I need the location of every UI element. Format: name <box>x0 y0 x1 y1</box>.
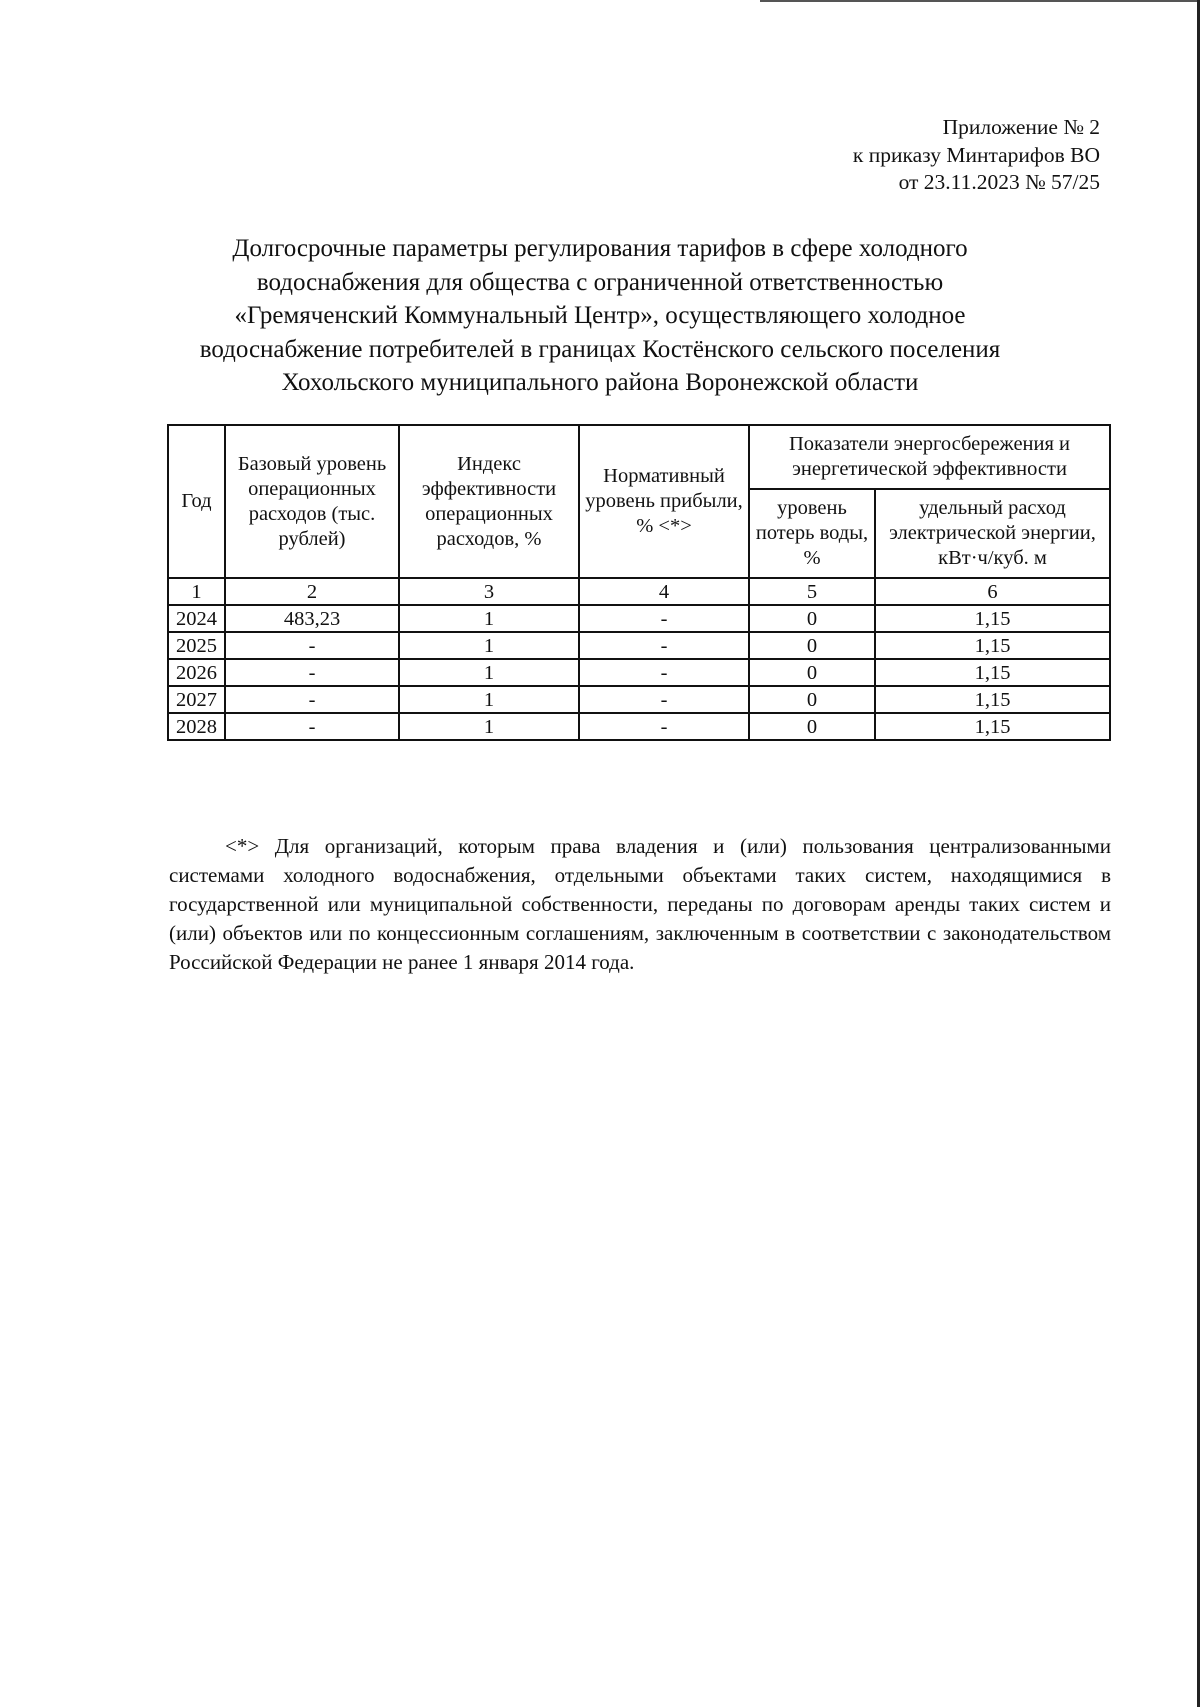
header-water-loss: уровень потерь воды, % <box>749 489 875 578</box>
cell-profit-level: - <box>579 659 749 686</box>
scan-edge-top <box>760 0 1200 2</box>
cell-efficiency-index: 1 <box>399 659 579 686</box>
cell-energy-consumption: 1,15 <box>875 686 1110 713</box>
cell-water-loss: 0 <box>749 686 875 713</box>
header-year: Год <box>168 425 225 578</box>
column-number: 1 <box>168 578 225 605</box>
cell-water-loss: 0 <box>749 659 875 686</box>
title-line: водоснабжение потребителей в границах Костёнского сельского поселения <box>199 335 1001 363</box>
table-row <box>168 605 1110 632</box>
cell-energy-consumption: 1,15 <box>875 659 1110 686</box>
cell-water-loss: 0 <box>749 605 875 632</box>
column-number: 3 <box>399 578 579 605</box>
footnote-text: <*> Для организаций, которым права владения и (или) пользования централизованными системами холодного водоснабжения, отдельными объектами таких систем, находящимися в государственной или муниципальной собственности, переданы по договорам аренды таких систем и (или) объектов или по концессионным соглашениям, заключенным в соответствии с законодательством Российской Федерации не ранее 1 января 2014 года. <box>169 834 1111 974</box>
cell-efficiency-index: 1 <box>399 686 579 713</box>
title-line: Долгосрочные параметры регулирования тарифов в сфере холодного <box>232 235 968 262</box>
column-number: 5 <box>749 578 875 605</box>
cell-profit-level: - <box>579 632 749 659</box>
title-line: «Гремяченский Коммунальный Центр», осуществляющего холодное <box>234 302 966 329</box>
header-profit-level: Нормативный уровень прибыли, % <*> <box>579 425 749 578</box>
cell-base-cost: 483,23 <box>225 605 399 632</box>
header-efficiency-index: Индекс эффективности операционных расходов, % <box>399 425 579 578</box>
cell-year: 2027 <box>168 686 225 713</box>
table-row <box>168 659 1110 686</box>
appendix-number: Приложение № 2 <box>942 115 1100 139</box>
cell-water-loss: 0 <box>749 632 875 659</box>
cell-year: 2025 <box>168 632 225 659</box>
cell-year: 2026 <box>168 659 225 686</box>
cell-energy-consumption: 1,15 <box>875 632 1110 659</box>
column-number-row <box>168 578 1110 605</box>
order-date: от 23.11.2023 № 57/25 <box>898 170 1100 194</box>
cell-base-cost: - <box>225 659 399 686</box>
tariff-parameters-table <box>167 424 1111 741</box>
cell-efficiency-index: 1 <box>399 632 579 659</box>
table-row <box>168 632 1110 659</box>
cell-year: 2024 <box>168 605 225 632</box>
table-row <box>168 686 1110 713</box>
cell-profit-level: - <box>579 605 749 632</box>
header-energy-group: Показатели энергосбережения и энергетической эффективности <box>749 425 1110 489</box>
column-number: 6 <box>875 578 1110 605</box>
appendix-header <box>853 114 1100 197</box>
table-row <box>168 713 1110 740</box>
cell-water-loss: 0 <box>749 713 875 740</box>
cell-profit-level: - <box>579 686 749 713</box>
title-line: Хохольского муниципального района Воронежской области <box>281 369 919 396</box>
document-title <box>150 232 1050 400</box>
cell-year: 2028 <box>168 713 225 740</box>
cell-base-cost: - <box>225 713 399 740</box>
column-number: 2 <box>225 578 399 605</box>
column-number: 4 <box>579 578 749 605</box>
cell-energy-consumption: 1,15 <box>875 605 1110 632</box>
header-base-cost: Базовый уровень операционных расходов (тыс. рублей) <box>225 425 399 578</box>
cell-efficiency-index: 1 <box>399 605 579 632</box>
cell-base-cost: - <box>225 632 399 659</box>
order-reference: к приказу Минтарифов ВО <box>852 142 1100 167</box>
cell-base-cost: - <box>225 686 399 713</box>
footnote <box>169 832 1111 977</box>
header-energy-consumption: удельный расход электрической энергии, кВт·ч/куб. м <box>875 489 1110 578</box>
title-line: водоснабжения для общества с ограниченной ответственностью <box>256 268 944 296</box>
cell-profit-level: - <box>579 713 749 740</box>
cell-energy-consumption: 1,15 <box>875 713 1110 740</box>
cell-efficiency-index: 1 <box>399 713 579 740</box>
